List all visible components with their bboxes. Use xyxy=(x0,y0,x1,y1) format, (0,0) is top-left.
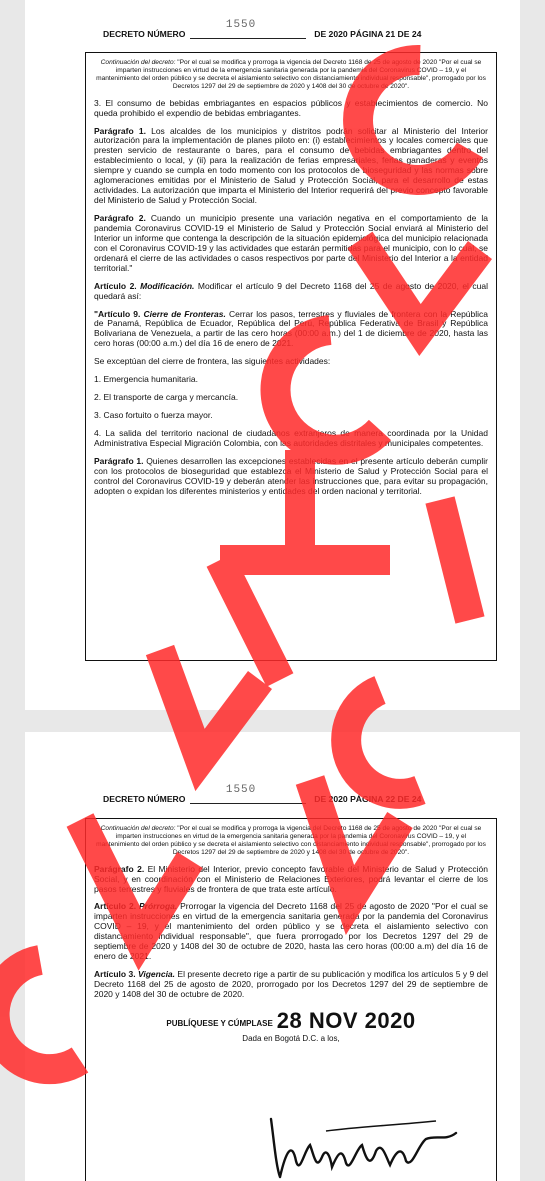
decree-number: 1550 xyxy=(225,784,257,796)
paragraph-2 xyxy=(94,865,488,895)
article-2 xyxy=(94,282,488,302)
document-page-21 xyxy=(25,0,520,710)
decree-number-label: DECRETO NÚMERO xyxy=(103,29,186,39)
decree-body-box xyxy=(85,52,497,661)
page-indicator: DE 2020 PÁGINA 21 DE 24 xyxy=(314,29,422,39)
article-2-prorroga xyxy=(94,902,488,962)
continuation-label: Continuación del decreto: xyxy=(100,825,176,832)
continuation-note xyxy=(94,825,488,857)
article-2-text: Modificar el artículo 9 del Decreto 1168 del 25 de agosto de 2020, el cual quedará así: xyxy=(94,280,488,301)
exception-item: 2. El transporte de carga y mercancía. xyxy=(94,392,239,403)
article-9-title: Cierre de Fronteras. xyxy=(143,308,226,319)
exceptions-intro: Se exceptúan del cierre de frontera, las siguientes actividades: xyxy=(94,356,331,367)
paragraph-2-text: Cuando un municipio presente una variación negativa en el comportamiento de la pandemia Coronavirus COVID-19 el Ministerio de Salud y Protección Social enviará al Ministerio del Interior un informe que contenga la descripción de la situación epidemiológica del municipio relacionada con el Coronavirus COVID-19 y las actividades que estarán permitidas para el municipio, con lo cual, se ordenará el cierre de las actividades o casos respectivos por parte del Ministerio del Interior a la entidad territorial." xyxy=(94,213,488,273)
continuation-text: "Por el cual se modifica y prorroga la vigencia del Decreto 1168 de 25 de agosto de 2020 "Por el cual se imparten instrucciones en virtud de la emergencia sanitaria generada por la pandemia del Coronavirus COVID – 19, y el mantenimiento del orden público y se decreta el aislamiento selectivo con distanciamiento individual responsable", prorrogado por los Decretos 1297 del 29 de septiembre de 2020 y 1408 del 30 de octubre de 2020". xyxy=(96,825,486,856)
document-page-22 xyxy=(25,732,520,1181)
page-header xyxy=(103,784,473,804)
article-9 xyxy=(94,310,488,350)
paragraph-1-label: Parágrafo 1. xyxy=(94,125,146,136)
decree-number-line xyxy=(190,784,306,804)
article-2-label: Artículo 2. xyxy=(94,901,137,912)
article-3-title: Vigencia. xyxy=(138,969,176,980)
given-in-line: Dada en Bogotá D.C. a los, xyxy=(242,1033,340,1043)
date-stamp: 28 NOV 2020 xyxy=(276,1007,416,1033)
paragraph-2 xyxy=(94,214,488,274)
continuation-text: "Por el cual se modifica y prorroga la vigencia del Decreto 1168 de 25 de agosto de 2020 "Por el cual se imparten instrucciones en virtud de la emergencia sanitaria generada por la pandemia del Coronavirus COVID – 19, y el mantenimiento del orden público y se decreta el aislamiento selectivo con distanciamiento individual responsable", prorrogado por los Decretos 1297 del 29 de septiembre de 2020 y 1408 del 30 de octubre de 2020". xyxy=(96,59,486,90)
publish-line: PUBLÍQUESE Y CÚMPLASE xyxy=(166,1018,273,1028)
paragraph-1-frontera-text: Quienes desarrollen las excepciones establecidas en el presente artículo deberán cumplir con los protocolos de bioseguridad que establezca el Ministerio de Salud y Protección Social para el control del Coronavirus COVID-19 y deberán atender las instrucciones que, para evitar su propagación, adopten o expidan los diferentes ministerios y entidades del orden nacional y territorial. xyxy=(94,455,488,496)
item-3: 3. El consumo de bebidas embriagantes en espacios públicos y establecimientos de comercio. No queda prohibido el expendio de bebidas embriagantes. xyxy=(94,97,488,118)
article-3-text: El presente decreto rige a partir de su publicación y modifica los artículos 5 y 9 del Decreto 1168 del 25 de agosto de 2020, prorrogado por los Decretos 1297 del 29 de septiembre de 2020 y 1408 del 30 de octubre de 2020. xyxy=(94,969,488,999)
article-3-label: Artículo 3. xyxy=(94,969,136,980)
continuation-note xyxy=(94,59,488,91)
exception-item: 3. Caso fortuito o fuerza mayor. xyxy=(94,410,213,421)
paragraph-2-label: Parágrafo 2. xyxy=(94,863,145,874)
page-header xyxy=(103,19,473,39)
article-2-label: Artículo 2. xyxy=(94,280,137,291)
article-2-title: Modificación. xyxy=(140,280,195,291)
signature-icon xyxy=(266,1111,466,1181)
article-2-title: Prórroga. xyxy=(138,901,178,912)
signature-block xyxy=(94,1008,488,1043)
exception-item: 4. La salida del territorio nacional de ciudadanos extranjeros de manera coordinada por la Unidad Administrativa Especial Migración Colombia, con las autoridades distritales y municipales competentes. xyxy=(94,428,488,448)
paragraph-1 xyxy=(94,127,488,207)
paragraph-2-text: El Ministerio del Interior, previo concepto favorable del Ministerio de Salud y Protección Social, y en coordinación con el Ministerio de Relaciones Exteriores, podrá levantar el cierre de los pasos terrestres y fluviales de frontera de que trata este artículo. xyxy=(94,863,488,894)
decree-body-box xyxy=(85,818,497,1181)
continuation-label: Continuación del decreto: xyxy=(100,59,176,66)
article-9-label: "Artículo 9. xyxy=(94,308,141,319)
article-2-text: Prorrogar la vigencia del Decreto 1168 del 25 de agosto de 2020 "Por el cual se imparten instrucciones en virtud de la emergencia sanitaria generada por la pandemia del Coronavirus COVID – 19, y el mantenimiento del orden público y se decreta el aislamiento selectivo con distanciamiento individual responsable", que fuera prorrogado por los Decretos 1297 del 29 de septiembre de 2020 y 1408 del 30 de octubre de 2020, hasta las cero horas (00:00 a.m) del día 16 de enero de 2021. xyxy=(94,901,488,962)
page-indicator: DE 2020 PÁGINA 22 DE 24 xyxy=(314,794,422,804)
paragraph-1-frontera xyxy=(94,457,488,497)
paragraph-1-text: Los alcaldes de los municipios y distritos podrán solicitar al Ministerio del Interior autorización para la implementación de planes piloto en: (i) establecimientos y locales comerciales que presten servicio de restaurante o bares, para el consumo de bebidas embriagantes dentro del establecimiento o local, y (ii) para la realización de ferias empresariales, ferias ganaderas y eventos siempre y cuando se cumpla en todo momento con los protocolos de bioseguridad y las normas sobre aglomeraciones emitidas por el Ministerio de Salud y Protección Social, para el desarrollo de estas actividades. La autorización que imparta el Ministerio del Interior requerirá del previo concepto favorable del Ministerio de Salud y Protección Social. xyxy=(94,125,488,206)
paragraph-1-frontera-label: Parágrafo 1. xyxy=(94,455,144,466)
decree-number-line xyxy=(190,19,306,39)
exception-item: 1. Emergencia humanitaria. xyxy=(94,374,198,385)
paragraph-2-label: Parágrafo 2. xyxy=(94,213,146,223)
article-3 xyxy=(94,970,488,1000)
decree-number-label: DECRETO NÚMERO xyxy=(103,794,186,804)
article-9-text: Cerrar los pasos, terrestres y fluviales de frontera con la República de Panamá, República de Ecuador, República del Perú, República Federativa de Brasil y República Bolivariana de Venezuela, a partir de las cero horas (00:00 a.m.) del 1 de diciembre de 2020, hasta las cero horas (00:00 a.m.) del día 16 de enero de 2021. xyxy=(94,308,489,349)
decree-number: 1550 xyxy=(225,19,257,31)
